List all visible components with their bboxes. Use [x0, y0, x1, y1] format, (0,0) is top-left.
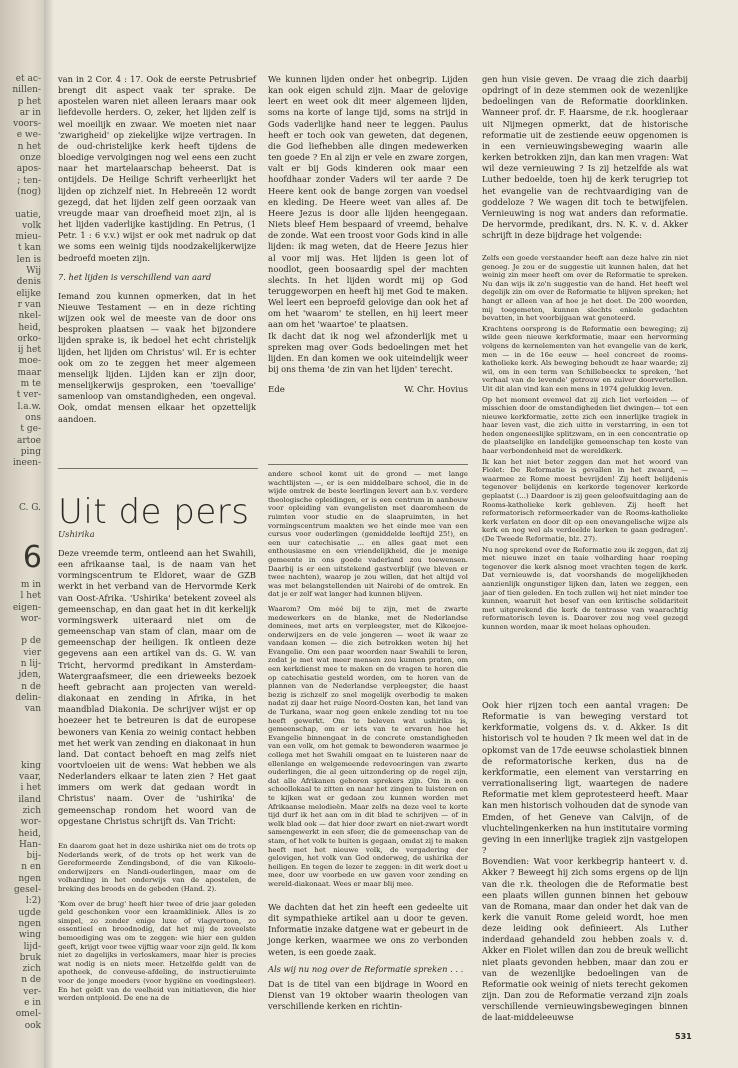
- facing-page-fragment: Han-: [18, 839, 41, 850]
- facing-page-fragment: [13, 727, 41, 738]
- facing-page-fragment: p het: [17, 96, 41, 107]
- column-2-bottom: [268, 902, 468, 1012]
- facing-page-fragment: iland: [18, 794, 41, 805]
- quote-paragraph: Krachtens oorsprong is de Reformatie een beweging; zij wilde geen nieuwe kerkformatie, maar een hervorming volgens de kernelementen van het evangelie van de kerk, men — in de 16e eeuw — heel concreet de rooms-katholieke kerk. Als beweging behoudt ze haar waarde; zij wil, om in een term van Schillebeeckx te spreken, 'het verhaal van de levende' getrouw en zuiver doorvertellen. Uit dit alan vind kan een mens in 1974 gelukkig leven.: [482, 324, 688, 393]
- facing-page-fragment: C. G.: [18, 503, 41, 514]
- facing-page-fragment: ngen: [18, 873, 41, 884]
- facing-page-fragment: vier: [23, 647, 41, 658]
- facing-page-fragment: elijke: [16, 288, 41, 299]
- facing-page-fragment: heid,: [18, 828, 41, 839]
- facing-page-fragment: ij het: [17, 345, 41, 356]
- facing-page-fragment: king: [21, 760, 41, 771]
- facing-page-fragment: (nog): [17, 186, 41, 197]
- facing-page-fragment: ook: [24, 1020, 41, 1031]
- facing-page-fragment: nillen-: [12, 85, 41, 96]
- facing-page-fragment: delin-: [15, 692, 41, 703]
- paragraph: gen hun visie geven. De vraag die zich daarbij opdringt of in deze stemmen ook de wezenlijke bedoelingen van de Reformatie doorklinken. Wanneer prof. dr. F. Haarsme, de r.k. hoogleraar uit Nijmegen opmerkt, dat de historische reformatie uit de zestiende eeuw opgenomen is in een vernieuwingsbeweging waarin alle kerken betrokken zijn, dan kan men vragen: Wat wil deze vernieuwing ? Is zij hetzelfde als wat Luther bedoelde, toen hij de kerk terugriep tot het evangelie van de rechtvaardiging van de goddeloze ? We wagen dit toch te betwijfelen. Vernieuwing is nog wat anders dan reformatie. De hervormde, predikant, drs. N. K. v. d. Akker schrijft in deze bijdrage het volgende:: [482, 74, 688, 241]
- gutter-shadow: [44, 0, 54, 1068]
- facing-page-fragment: et ac-: [15, 74, 41, 84]
- facing-page-fragment: van: [24, 704, 41, 715]
- facing-page-fragment: bij-: [26, 851, 41, 862]
- facing-page-fragment: l het: [20, 591, 41, 602]
- facing-page-fragment: l:2): [25, 896, 41, 907]
- facing-page-fragment: uatie,: [15, 209, 41, 220]
- paragraph: Dat is de titel van een bijdrage in Woord en Dienst van 19 oktober waarin theologen van verschillende kerken en richtin-: [268, 978, 468, 1012]
- quote-paragraph: Ik kan het niet beter zeggen dan met het woord van Fiolet: De Reformatie is gevallen in het zwaard, — waarmee ze Rome moest bevrijden! Zij heeft belijdenis tegenover belijdenis en kerkorde tegenover kerkorde geplaatst (...) Daardoor is zij geen geloofsuitdaging aan de Rooms-katholieke kerk gebleven. Zij heeft het reformatorisch reformeerkader van de Rooms-katholieke kerk verlaten en door dit op een onevangelische wijze als kerk en nog wel als verdeelde kerken te gaan gedragen'. (De Tweede Reformatie, blz. 27).: [482, 457, 688, 543]
- facing-page-gutter: [0, 0, 44, 1068]
- facing-page-fragment: m te: [20, 379, 41, 390]
- facing-page-fragment: jden,: [18, 670, 41, 681]
- facing-page-fragment: eigen-: [12, 602, 41, 613]
- paragraph: We kunnen lijden onder het onbegrip. Lijden kan ook eigen schuld zijn. Maar de gelovige leert en weet ook dit meer algemeen lijden, soms na korte of lange tijd, soms na strijd in Gods vaderlijke hand neer te leggen. Paulus heeft er toch ook van geweten, dat degenen, die God liefhebben alle dingen medewerken ten goede ? En al zijn er vele en zware zorgen, valt er bij Gods kinderen ook maar een hoofdhaar zonder Vaders wil ter aarde ? De Heere kent ook de bange zorgen van voedsel en kleding. De Heere weet van alles af. De Heere Jezus is door alle lijden heengegaan. Niets bleef Hem bespaard of vreemd, behalve de zonde. Wat een troost voor Gods kind in alle lijden: ik mag weten, dat de Heere Jezus hier al voor mij was. Het lijden is geen lot of noodlot, geen boosaardig spel der machten slechts. In het lijden wordt mij op God teruggeworpen en heeft hij met God te maken. Wel leert een beproefd gelovige dan ook het af om het 'waarom' te stellen, en hij leert meer aan om het 'waartoe' te plaatsen.: [268, 74, 468, 330]
- paragraph: van in 2 Cor. 4 : 17. Ook de eerste Petrusbrief brengt dit aspect vaak ter sprake. De apostelen waren niet alleen leraars maar ook liefdevolle herders. O, zeker, het lijden zelf is wel moeilijk en zwaar. We moeten niet naar 'zwarigheid' op ziekelijke wijze vertragen. In de oud-christelijke kerk heeft tijdens de bloedige vervolgingen nog wel eens een zucht naar het martelaarschap beheerst. Dat is ontijdels. De Heilige Schrift verheerlijkt het lijden op zichzelf niet. In Hebreeën 12 wordt gezegd, dat het lijden zelf geen oorzaak van vreugde maar van droefheid moet zijn, al is het lijden vaderlijke kastijding. En Petrus, (1 Petr. 1 : 6 v.v.) wijst er ook met nadruk op dat we soms een weinig tijds noodzakelijkerwijze bedroefd moeten zijn.: [58, 74, 256, 263]
- facing-page-fragment: e we-: [16, 130, 41, 141]
- section-divider: [268, 464, 468, 465]
- facing-page-fragment: onze: [19, 153, 41, 164]
- facing-page-fragment: nkel-: [18, 311, 41, 322]
- facing-page-fragment: denis: [16, 277, 41, 288]
- facing-page-fragment: artoe: [16, 435, 41, 446]
- facing-page-fragment: n het: [17, 141, 41, 152]
- section-divider: [58, 468, 258, 469]
- facing-page-fragment: heid,: [18, 322, 41, 333]
- facing-page-fragment: ineen-: [12, 458, 41, 469]
- facing-page-fragment: [12, 492, 41, 503]
- quote-paragraph: Nu nog sprekend over de Reformatie zou ik zeggen, dat zij met nieuwe inzet en taaie volharding haar roeping tegenover die kerk alsnog moet vrachten tegen de kerk. Dat vernieuwde is, dat voorshands de mogelijkheden aanzienlijk ongunstiger lijken dan, laten we zeggen, een jaar of tien geleden. En toch zullen wij het niet minder toe kunnen, waaruit het besef van een kritische solidariteit met uitgerekend die kerk de tentrasse van waarachtig reformatorisch leven is. Daarover zou nog veel gezegd kunnen worden, maar ik moet helaas ophouden.: [482, 545, 688, 631]
- quote-paragraph: Zelfs een goede verstaander heeft aan deze halve zin niet genoeg. Je zou er de suggestie uit kunnen halen, dat het weinig zin meer heeft om over de Reformatie te spreken. Nu dan wijs ik zo'n suggestie van de hand. Het heeft wel degelijk zin om over de Reformatie te blijven spreken; het hangt er alleen van af hoe je het doet. De 200 woorden, mij toegemeten, kunnen slechts enkele gedachten bevatten, in het voorbijgaan wat genoteerd.: [482, 254, 688, 323]
- facing-page-fragment: [12, 198, 41, 209]
- facing-page-fragment: ngen: [18, 918, 41, 929]
- facing-page-fragment: Wij: [26, 266, 41, 277]
- column-2-quote: [268, 470, 468, 889]
- facing-page-fragment: ping: [20, 446, 41, 457]
- facing-page-fragment: n en: [21, 862, 41, 873]
- facing-page-fragment: l.a.w.: [17, 401, 41, 412]
- column-2-top: [268, 74, 468, 396]
- facing-page-fragment: [13, 738, 41, 749]
- paragraph: Ik dacht dat ik nog wel afzonderlijk met u spreken mag over Gods bedoelingen met het lijden. En dan komen we ook uiteindelijk weer bij ons thema 'de zin van het lijden' terecht.: [268, 330, 468, 375]
- facing-page-fragment: wor-: [20, 613, 41, 624]
- facing-page-fragment: ons: [25, 412, 41, 423]
- facing-page-fragment: moe-: [18, 356, 41, 367]
- signature-line: [268, 385, 468, 396]
- facing-page-fragment: zich: [22, 805, 41, 816]
- facing-page-fragment: e in: [24, 997, 41, 1008]
- facing-page-fragment: wor-: [20, 817, 41, 828]
- facing-page-fragment: n lij-: [20, 659, 41, 670]
- facing-page-fragment: voors-: [13, 119, 41, 130]
- quote-paragraph: Op het moment evenwel dat zij zich liet verleiden — of misschien door de omstandigheden liet dwingen— tot een nieuwe kerkformatie, zette zich een innerlijke tragiek in haar leven vast, die zich uitte in verstarring, in een tot heden ongeneeslijke splitzwam, en in een concentratie op de plaatselijke en landelijke gemeenschap ten koste van haar verbondenheid met de wereldkerk.: [482, 395, 688, 456]
- section-title: Uit de pers: [58, 492, 250, 532]
- quote-paragraph: Waarom? Om méé bij te zijn, met de zwarte medewerkers en de blanke, met de Nederlandse dominees, met arts en verpleegster, met de Kikoejoe-onderwijzers en de vele jongeren — weet ik waar ze vandaan komen — die zich betrokken weten bij het Evangelie. Om een paar woorden naar Swahili te leren, zodat je met wat meer mensen zou kunnen praten, om een kerkdienst mee te maken en de vragen te horen die op catechisatie gesteld worden, om te horen van de plannen van de Nederlandse verpleegster, die haast bezig is zichzelf zo snel mogelijk overbodig te maken nadat zij daar het ruige Noord-Oosten kan, het land van de Turkana, waar nog geen enkele zending tot nu toe heeft gewerkt. Om te beleven wat ushirika is, gemeenschap, om er iets van te ervaren hoe het Evangelie binnengaat in de concrete omstandigheden van een volk, om het gemak te bewonderen waarmee je collega met het Swahili omgaat en te luisteren naar de ellenlange en welgemeende redevoeringen van zwarte ouderlingen, die al geen uitzondering op de regel zijn, dat alle Afrikanen geboren sprekers zijn. Om in een schoollokaal te zitten en naar het zingen te luisteren en te kijken wat er gedaan zou kunnen worden met Afrikaanse melodieën. Maar zelfs na deze veel te korte tijd durf ik het aan om in dit blad te schrijven — of in welk blad ook — dat hier door zwart en niet-zwart wordt samengewerkt in een sfeer, die de gemeenschap van de stam, of het volk te buiten is gegaan, omdat zij te maken heeft met het nieuwe volk, de vergadering der gelovigen, het volk van God onderweg, de ushirika der heiligen. En tegen de lezer te zeggen: in dit werk doet u mee, door uw voorbede en uw gaven voor zending en wereld-diakonaat. Wees er maar blij mee.: [268, 604, 468, 888]
- paragraph: Ook hier rijzen toch een aantal vragen: De Reformatie is van beweging verstard tot kerkformatie, volgens ds. v. d. Akker. Is dit historisch vol te houden ? Ik meen wel dat in de opkomst van de 17de eeuwse scholastiek binnen de reformatorische kerken, dus na de kerkformatie, een element van verstarring en verrationalisering ligt, waartegen de nadere Reformatie met klem geprotesteerd heeft. Maar kan men historisch volhouden dat de synode van Emden, of het Geneve van Calvijn, of de vluchtelingenkerken na hun institutaire vorming geving in een innerlijke tragiek zijn vastgelopen ?: [482, 700, 688, 856]
- facing-page-fragment: ar in: [19, 107, 41, 118]
- column-1-top: [58, 74, 256, 425]
- facing-page-fragment: [13, 749, 41, 760]
- column-3-top: [482, 74, 688, 241]
- paragraph: We dachten dat het zin heeft een gedeelte uit dit sympathieke artikel aan u door te geven. Informatie inzake datgene wat er gebeurt in de jonge kerken, waarmee we ons zo verbonden weten, is een goede zaak.: [268, 902, 468, 957]
- facing-page-fragment: m in: [20, 580, 41, 590]
- facing-page-fragment: omel-: [15, 1009, 41, 1020]
- paragraph: Bovendien: Wat voor kerkbegrip hanteert v. d. Akker ? Beweegt hij zich soms ergens op de lijn van die r.k. theologen die de Reformatie best een plaats willen gunnen binnen het gebouw van de Romana, maar dan onder het dak van de kerk die vanuit Rome geleid wordt, hoe men deze leiding ook definieert. Als Luther inderdaad gehandeld zou hebben zoals v. d. Akker en Fiolet willen dan zou de breuk wellicht niet plaats gevonden hebben, maar dan zou er van de wezenlijke bedoelingen van de Reformatie ook weinig of niets terecht gekomen zijn. Dan zou de Reformatie verzand zijn zoals verschillende vernieuwingsbewegingen binnen de laat-middeleeuwse: [482, 856, 688, 1023]
- signature-author: W. Chr. Hovius: [404, 385, 468, 396]
- facing-page-fragment: t ge-: [20, 424, 41, 435]
- section-heading: 7. het lijden is verschillend van aard: [58, 271, 212, 282]
- facing-page-text-bottom: [13, 580, 44, 1032]
- facing-page-fragment: p de: [21, 636, 41, 647]
- paragraph: Deze vreemde term, ontleend aan het Swahili, een afrikaanse taal, is de naam van het vormingscentrum te Eldoret, waar de GZB werkt in het verband van de Hervormde Kerk van Oost-Afrika. 'Ushirika' betekent zoveel als gemeenschap, en dan gaat het in dit kerkelijk vormingswerk uiteraard niet om de gemeenschap van stam of clan, maar om de gemeenschap der heiligen. Ik ontleen deze gegevens aan een artikel van ds. G. W. van Tricht, hervormd predikant in Amsterdam-Watergraafsmeer, die een drieweeks bezoek heeft gebracht aan projecten van wereld-diakonaat en zending in Afrika, in het maandblad Diakonia. De schrijver wijst er op hoezeer het te betreuren is dat de europese bewoners van Kenia zo weinig contact hebben met het werk van zending en diakonaat in hun land. Dat contact behoeft en mag zelfs niet voortvloeien uit de wens: Wat hebben we als Nederlanders elkaar te laten zien ? Het gaat immers om werk dat gedaan wordt in Christus' naam. Over de 'ushirika' de gemeenschap rondom het woord van de opgestane Christus schrijft ds. Van Tricht:: [58, 548, 256, 826]
- column-1-bottom: [58, 548, 256, 827]
- quote-paragraph: En daarom gaat het in deze ushirika niet om de trots op Nederlands werk, of de trots op het werk van de Gereformeerde Zendingsbond, of die van Kikoelo-onderwijzers en Nandi-ouderlingen, maar om de volharding in het onderwijs van de apostelen, de breking des broods en de gebeden (Hand. 2).: [58, 842, 256, 893]
- facing-page-fragment: bruk: [19, 952, 41, 963]
- facing-page-fragment: maar: [17, 367, 41, 378]
- facing-page-fragment: orko-: [17, 333, 41, 344]
- facing-page-fragment: [12, 481, 41, 492]
- facing-page-fragment: t kan: [17, 243, 41, 254]
- facing-page-fragment: len is: [16, 254, 41, 265]
- facing-page-fragment: n de: [21, 681, 41, 692]
- facing-page-fragment: zich: [22, 964, 41, 975]
- facing-page-fragment: ; ten-: [17, 175, 41, 186]
- quote-paragraph: 'Kom over de brug' heeft hier twee of drie jaar geleden geld geschonken voor een kraamkliniek. Alles is zo simpel, zo zonder enige luxe of vlagvertoon, zo essentieel en broodnodig, dat het mij de zoveelste bemoediging was om te zeggen: wie hier een gulden geeft, krijgt voor twee vijftig waar voor zijn geld. Ik kom niet zo dagelijks in verloskamers, maar hier is precies wat nodig is en niets meer. Hetzelfde geldt van de apotheek, de conveuse-afdeling, de instructieruimte voor de jonge moeders (voor hygiëne en voedingsleer). En het geldt van de veelheid van initiatieven, die hier werden ontplooid. De ene na de: [58, 899, 256, 1003]
- facing-page-fragment: n de: [21, 975, 41, 986]
- facing-page-fragment: [13, 716, 41, 727]
- facing-page-fragment: t ver-: [16, 390, 41, 401]
- signature-place: Ede: [268, 385, 285, 396]
- column-3-bottom: [482, 700, 688, 1024]
- facing-page-big-digit: 6: [22, 540, 42, 575]
- quote-paragraph: andere school komt uit de grond — met lange wachtlijsten —, er is een middelbare school, die in de wijde omtrek de beste leerlingen levert aan b.v. verdere theologische opleidingen, er is een centrum in aanbouw voor opleiding van evangelisten met daaromheen de ruimten voor studie en de slaapruimten, in het vormingscentrum maakten we het einde mee van een cursus voor ouderlingen (gemiddelde leeftijd 25!), en een uur catechisatie ... en alles gaat met een enthousiasme en een vriendelijkheid, die je menige gemeente in ons goede vaderland zou toewensen. Daarbij is er een uitstekend gastverblijf (we bleven er twee nachten), waarop je zou willen, dat het altijd vol was met belangstellenden uit Nairobi of de omtrek. En dat je er zelf wat langer had kunnen blijven.: [268, 470, 468, 599]
- facing-page-fragment: ver-: [23, 986, 41, 997]
- facing-page-fragment: [13, 625, 41, 636]
- facing-page-fragment: r van: [17, 299, 41, 310]
- facing-page-fragment: i het: [20, 783, 41, 794]
- facing-page-fragment: lijd-: [23, 941, 41, 952]
- page-number: 531: [675, 1032, 692, 1041]
- facing-page-fragment: vaar,: [19, 772, 41, 783]
- column-1-quote: [58, 842, 256, 1003]
- facing-page-fragment: [12, 469, 41, 480]
- facing-page-fragment: mieu-: [15, 232, 41, 243]
- facing-page-text-top: [12, 74, 44, 515]
- facing-page-fragment: wing: [18, 930, 41, 941]
- section-heading: Als wij nu nog over de Reformatie spreken . . .: [268, 963, 464, 974]
- paragraph: Iemand zou kunnen opmerken, dat in het Nieuwe Testament — en in deze richting wijzen ook wel de meeste van de door ons besproken plaatsen — vaak het bijzondere lijden sprake is, ik bedoel het echt christelijk lijden, het lijden om Christus' wil. Er is echter ook om zo te zeggen het meer algemeen menselijk lijden. Lijden kan er zijn door, menselijkerwijs gesproken, een 'toevallige' samenloop van omstandigheden, een ongeval. Ook, omdat mensen elkaar het opzettelijk aandoen.: [58, 290, 256, 424]
- section-subtitle: Ushirika: [58, 530, 95, 540]
- facing-page-fragment: volk: [22, 220, 41, 231]
- column-3-quote: [482, 254, 688, 632]
- facing-page-fragment: gesel-: [14, 885, 41, 896]
- facing-page-fragment: ugde: [18, 907, 41, 918]
- facing-page-fragment: apos-: [16, 164, 41, 175]
